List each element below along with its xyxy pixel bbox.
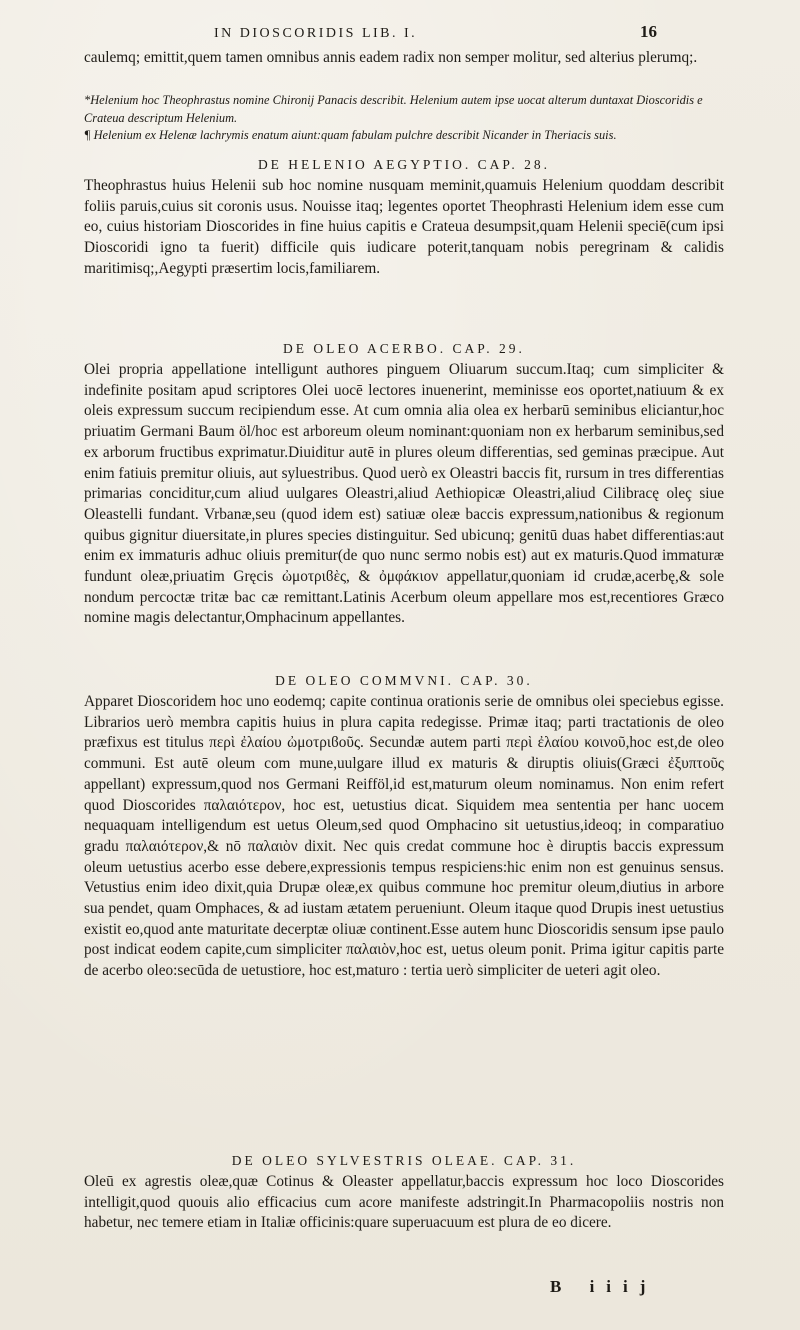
chapter-text: Theophrastus huius Helenii sub hoc nomine nusquam meminit,quamuis Helenium quoddam describit foliis paruis,cuius sit coronis usus. Nouisse itaq; legentes oportet Theophrasti Helenium idem esse cum eo, cuius historiam Dioscorides in fine huius capitis e Crateua desumpsit,quam Helenii speciē(cum ipsi Dioscoridi igno ta fuerit) difficile quis iudicare poterit,tanquam nobis peregrinam & calidis maritimisq;,Aegypti præsertim locis,familiarem.: [84, 177, 724, 277]
chapter-heading: DE OLEO ACERBO. CAP. 29.: [283, 341, 525, 356]
chapter-heading: DE HELENIO AEGYPTIO. CAP. 28.: [257, 157, 551, 172]
running-title: IN DIOSCORIDIS LIB. I.: [214, 26, 418, 41]
note-helenium-helena: ¶ Helenium ex Helenæ lachrymis enatum aiunt:quam fabulam pulchre describit Nicander in Theriacis suis.: [84, 128, 617, 142]
chapter-text: Olei propria appellatione intelligunt authores pinguem Oliuarum succum.Itaq; cum simpliciter & indefinite positam apud scriptores Olei uocē lectores inuenerint, meminisse eos oportet,natiuum & ex oleis expressum succum recipiendum esse. At cum omnia alia olea ex herbarū seminibus eliciantur,hoc priuatim Germani Baum öl/hoc est arboreum oleum nominant:quoniam non ex herbarum seminibus,sed ex arborum fructibus exprimatur.Diuiditur autē in plures oleum differentias, sed geminas præcipue. Aut enim fatiuis premitur oliuis, aut syluestribus. Quod uerò ex Oleastri baccis fit, rursum in tres differentias primarias conciditur,cum aliud uulgares Oleastri,aliud Aethiopicæ Oleastri,aliud Cilibracę oleç siue Oleastelli fundant. Vrbanæ,seu (quod idem est) satiuæ oleæ baccis expressum,nationibus & regionum quibus gignitur diuersitate,in plures species distinguitur. Sed ubicunq; genitū duas habet differentias:aut enim ex immaturis adhuc oliuis premitur(de quo nunc sermo nobis est) aut ex maturis.Quod immaturæ fundunt oleæ,priuatim Gręcis ὠμοτριϐὲς, & ὀμφάκιον appellatur,quoniam id crudæ,acerbę,& sole nondum percoctæ tritæ bac cæ remittant.Latinis Acerbum oleum appellare mos est,recentiores Græco nomine magis delectantur,Omphacinum appellantes.: [84, 361, 724, 627]
chapter-31: [84, 1150, 724, 1234]
signature-mark: B iiij: [550, 1277, 658, 1296]
chapter-text: Oleū ex agrestis oleæ,quæ Cotinus & Oleaster appellatur,baccis expressum hoc loco Dioscorides intelligit,quod quouis alio efficacius cum acore manifeste adstringit.In Pharmacopoliis nostris non habetur, nec temere etiam in Italiæ officinis:quare superuacuum est plura de eo dicere.: [84, 1173, 724, 1232]
intro-text: caulemq; emittit,quem tamen omnibus annis eadem radix non semper molitur, sed alterius plerumq;.: [84, 49, 698, 66]
chapter-heading: DE OLEO SYLVESTRIS OLEAE. CAP. 31.: [231, 1153, 577, 1168]
intro-section: [84, 48, 724, 69]
chapter-30: [84, 670, 724, 982]
chapter-text: Apparet Dioscoridem hoc uno eodemq; capite continua orationis serie de omnibus olei speciebus egisse. Librarios uerò membra capitis huius in plura capita redegisse. Primæ itaq; parti tractationis de oleo præfixus est titulus περὶ ἐλαίου ὠμοτριϐοῦς. Secundæ autem parti περὶ ἐλαίου κοινοῦ,hoc est,de oleo communi. Est autē oleum com mune,uulgare illud ex maturis & diruptis oliuis(Græci ἐξυπτοῦς appellant) expressum,quod nos Germani Reifföl,id est,maturum oleum nominamus. Non enim refert quod Dioscorides παλαιότερον, hoc est, uetustius dicat. Siquidem mea sententia per hanc uocem nequaquam intelligendum est uetus Oleum,sed quod Omphacino sit uetustius,ideoq; in comparatiuo gradu παλαιότερον,& nō παλαιὸν dixit. Nec quis credat commune hoc è diruptis baccis expressum oleum uetustius acerbo esse debere,expressionis tempus respiciens:hic enim non est genuinus sensus. Vetustius enim ideo dixit,quia Drupæ oleæ,ex quibus commune hoc premitur oleum,diutius in arbore sua pendet, quam Omphaces, & ad iustam ætatem perueniunt. Oleum itaque quod Drupis inest uetustius existit eo,quod ante maturitate decerptæ oliuæ continent.Esse autem hunc Dioscoridis sensum ipse paulo post indicat eodem capite,cum simpliciter παλαιὸν,hoc est, uetus oleum ponit. Prima igitur capitis parte de acerbo oleo:secūda de uetustiore, hoc est,maturo : tertia uerò simpliciter de ueteri agit oleo.: [84, 693, 724, 980]
chapter-29: [84, 338, 724, 629]
chapter-heading: DE OLEO COMMVNI. CAP. 30.: [275, 673, 533, 688]
page-header: [84, 14, 724, 48]
chapter-28: [84, 154, 724, 280]
note-helenium-theophrastus: *Helenium hoc Theophrastus nomine Chironij Panacis describit. Helenium autem ipse uocat alterum duntaxat Dioscoridis e Crateua descriptum Helenium.: [84, 93, 703, 125]
folio-number: 16: [640, 22, 657, 41]
notes-section: [84, 92, 724, 145]
